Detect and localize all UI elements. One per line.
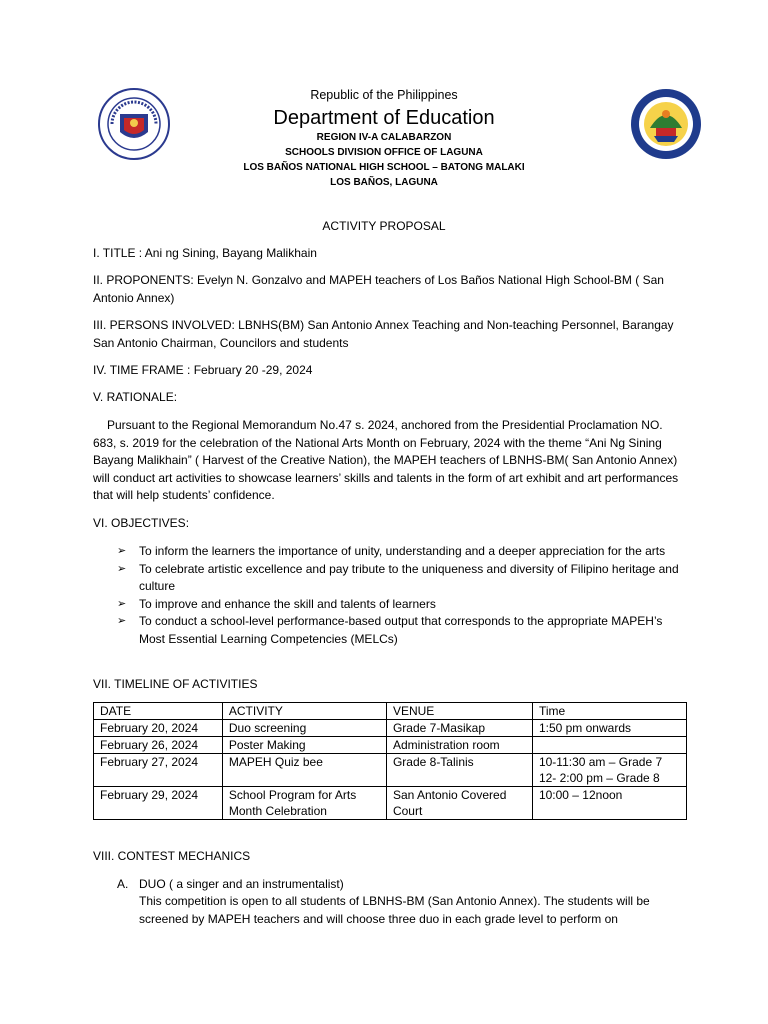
objective-item [117,596,687,614]
contest-heading: VIII. CONTEST MECHANICS [93,849,251,863]
arrow-bullet-icon: ➢ [117,545,127,557]
cell-venue: Administration room [386,737,532,754]
arrow-bullet-icon: ➢ [117,597,127,610]
contest-item-label: A. [117,877,129,891]
document-heading: ACTIVITY PROPOSAL [322,219,446,233]
table-row [94,787,687,820]
rationale-paragraph: Pursuant to the Regional Memorandum No.47 s. 2024, anchored from the Presidential Proclamation NO. 683, s. 2019 for the celebration of the National Arts Month on February, 2024 with the theme “Ani Ng Sining Bayang Malikhain” ( Harvest of the Creative Nation), the MAPEH teachers of LBNHS-BM( San Antonio Annex) will conduct art activities to showcase learners’ skills and talents in the form of art exhibit and art performances that will help students’ confidence. [93,418,679,502]
cell-date: February 20, 2024 [94,720,223,737]
objective-text: To inform the learners the importance of unity, understanding and a deeper appreciation for the arts [139,544,666,558]
department-title: Department of Education [273,107,495,129]
contest-item-title: DUO ( a singer and an instrumentalist) [139,877,344,891]
school-line: LOS BAÑOS NATIONAL HIGH SCHOOL – BATONG MALAKI [243,162,525,173]
objective-item [117,561,687,596]
republic-line: Republic of the Philippines [310,88,458,102]
header-cell-activity: ACTIVITY [222,703,386,720]
cell-time: 10-11:30 am – Grade 7 12- 2:00 pm – Grade 8 [532,754,686,787]
arrow-bullet-icon: ➢ [117,615,127,627]
region-line: REGION IV-A CALABARZON [316,132,452,143]
arrow-bullet-icon: ➢ [117,562,127,575]
cell-time: 10:00 – 12noon [532,787,686,820]
cell-time [532,737,686,754]
cell-venue: San Antonio Covered Court [386,787,532,820]
header-cell-date: DATE [94,703,223,720]
division-line: SCHOOLS DIVISION OFFICE OF LAGUNA [285,147,483,158]
cell-activity: Poster Making [222,737,386,754]
header-cell-venue: VENUE [386,703,532,720]
cell-activity: School Program for Arts Month Celebration [222,787,386,820]
table-header-row [94,703,687,720]
objective-item [117,543,687,561]
cell-date: February 26, 2024 [94,737,223,754]
title-line: I. TITLE : Ani ng Sining, Bayang Malikhain [93,246,317,260]
persons-involved-paragraph: III. PERSONS INVOLVED: LBNHS(BM) San Antonio Annex Teaching and Non-teaching Personnel, Barangay San Antonio Chairman, Councilors and students [93,318,674,350]
objectives-list [117,543,687,648]
cell-venue: Grade 8-Talinis [386,754,532,787]
objective-text: To conduct a school-level performance-based output that corresponds to the appropriate MAPEH’s Most Essential Learning Competencies (MELCs) [139,614,663,646]
table-row [94,754,687,787]
cell-date: February 29, 2024 [94,787,223,820]
timeframe-line: IV. TIME FRAME : February 20 -29, 2024 [93,363,313,377]
objective-text: To improve and enhance the skill and talents of learners [139,596,436,611]
rationale-heading: V. RATIONALE: [93,390,178,404]
cell-activity: MAPEH Quiz bee [222,754,386,787]
cell-venue: Grade 7-Masikap [386,720,532,737]
timeline-table [93,702,687,820]
contest-item-a [117,876,344,894]
objective-text: To celebrate artistic excellence and pay tribute to the uniqueness and diversity of Filipino heritage and culture [139,561,679,593]
cell-activity: Duo screening [222,720,386,737]
timeline-heading: VII. TIMELINE OF ACTIVITIES [93,677,258,691]
table-row [94,737,687,754]
location-line: LOS BAÑOS, LAGUNA [330,177,438,188]
header-cell-time: Time [532,703,686,720]
objective-item [117,613,687,648]
cell-date: February 27, 2024 [94,754,223,787]
objectives-heading: VI. OBJECTIVES: [93,516,190,530]
cell-time: 1:50 pm onwards [532,720,686,737]
proponents-paragraph: II. PROPONENTS: Evelyn N. Gonzalvo and MAPEH teachers of Los Baños National High School-BM ( San Antonio Annex) [93,273,664,305]
contest-item-description: This competition is open to all students of LBNHS-BM (San Antonio Annex). The students will be screened by MAPEH teachers and will choose three duo in each grade level to perform on [139,894,650,926]
table-row [94,720,687,737]
